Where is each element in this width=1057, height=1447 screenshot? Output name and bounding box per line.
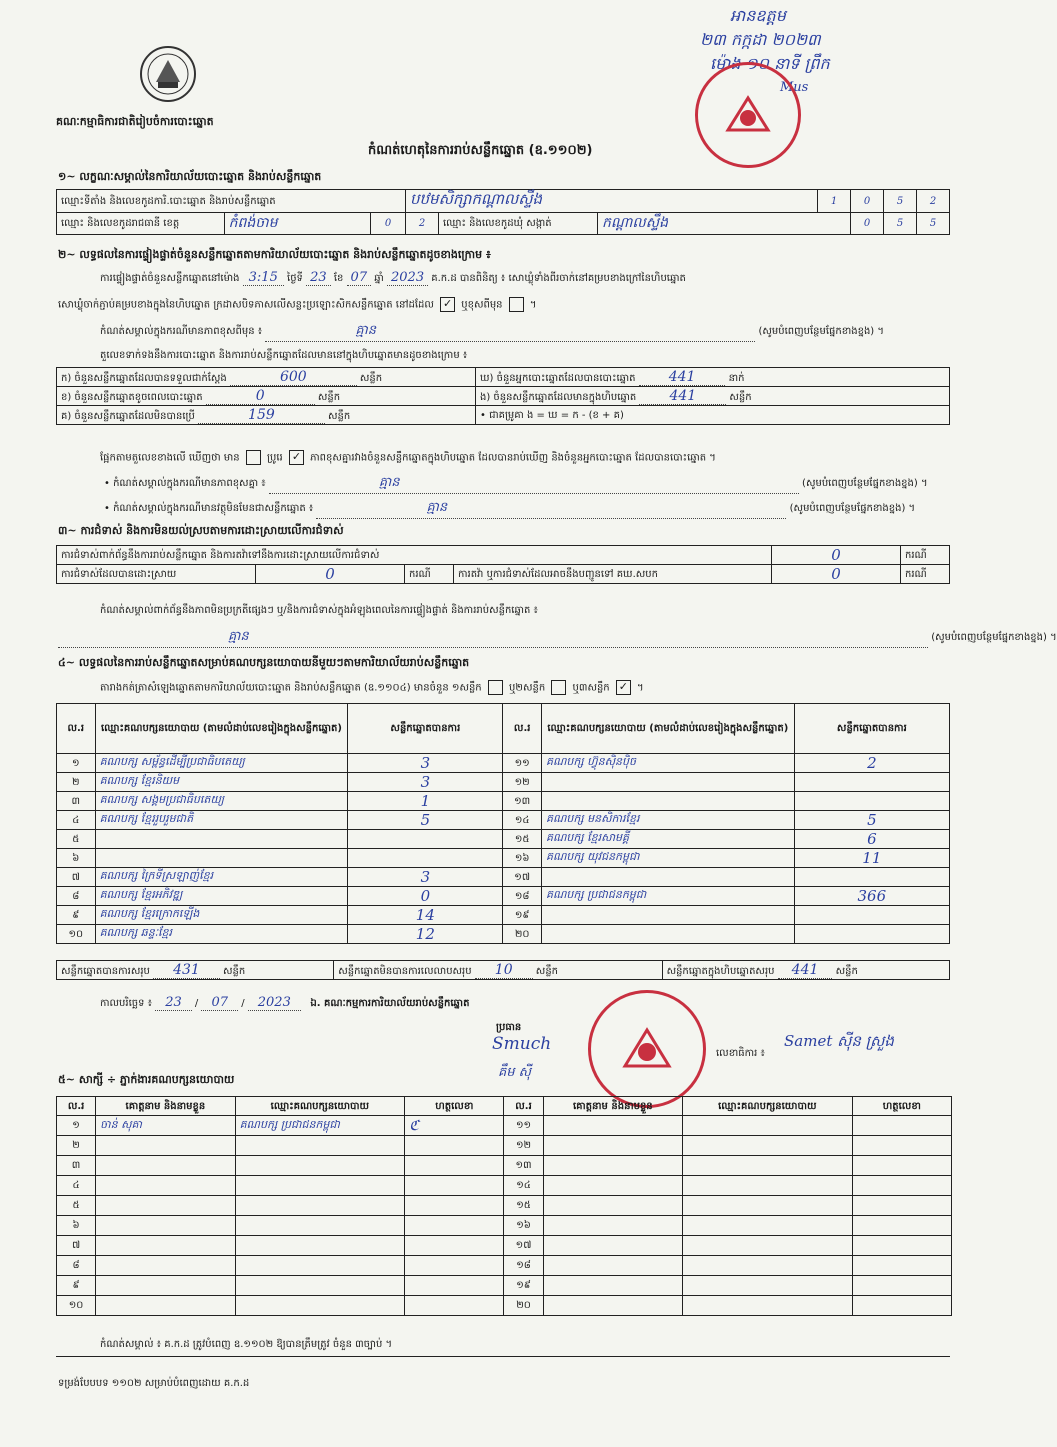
party-votes [794, 792, 949, 811]
party-votes [794, 773, 949, 792]
irregularity-note-fill: គ្មាន (សូមបំពេញបន្ថែមផ្នែកខាងខ្នង) ។ [58, 628, 1057, 648]
ballot-figures-table: ក) ចំនួនសន្លឹកឆ្នោតដែលបានទទួលជាក់ស្តែង 600 សន្លឹក ឃ) ចំនួនអ្នកបោះឆ្នោតដែលបានបោះឆ្នោត 441 នាក់ ខ) ចំនួនសន្លឹកឆ្នោតខូចពេលបោះឆ្នោត 0 សន្លឹក ង) ចំនួនសន្លឹកឆ្នោតដែលមានក្នុងហិបឆ្នោត 441 សន្លឹក គ) ចំនួនសន្លឹកឆ្នោតដែលមិនបានប្រើ 159 សន្លឹក • ជាគម្រូគា ង = ឃ = ក - (ខ + គ) [56, 367, 950, 425]
witness-signature [852, 1216, 951, 1236]
witness-name [96, 1136, 235, 1156]
witness-name [543, 1136, 682, 1156]
party-number: ៩ [57, 906, 96, 925]
witness-number: ១៧ [504, 1236, 543, 1256]
witness-number: ១៤ [504, 1176, 543, 1196]
secretary-label: លេខាធិការ ៖ [716, 1048, 765, 1059]
party-number: ១០ [57, 925, 96, 944]
party-result-row [57, 906, 950, 925]
party-votes: 3 [348, 868, 503, 887]
witness-party [683, 1276, 853, 1296]
witness-party [683, 1216, 853, 1236]
commune-code-2: 5 [884, 213, 917, 235]
chair-signature: Smuch [492, 1034, 552, 1054]
verification-day: 23 [306, 270, 331, 286]
party-number: ២០ [503, 925, 542, 944]
ballots-in-box: 441 [639, 388, 726, 405]
party-votes: 0 [348, 887, 503, 906]
difference-note: កំណត់សម្គាល់ក្នុងករណីមានភាពខុសពីមុន ៖ គ្មាន (សូមបំពេញបន្ថែមផ្នែកខាងខ្នង) ។ [100, 322, 950, 342]
party-name: គណបក្ស ខ្មែរនិយម [95, 773, 348, 792]
verification-line: ការផ្ទៀងផ្ទាត់ចំនួនសន្លឹកឆ្នោតនៅម៉ោង 3:15 ថ្ងៃទី 23 ខែ 07 ឆ្នាំ 2023 គ.ក.ដ បានពិនិត្យ ៖ សោឃ្លុំទាំងពីរចាក់នៅគម្របខាងក្រៅនៃហិបឆ្នោត [100, 270, 686, 285]
party-name: គណបក្ស ហ៊្វុនស៊ិនប៉ិច [541, 754, 794, 773]
formula: • ជាគម្រូគា ង = ឃ = ក - (ខ + គ) [476, 406, 950, 425]
witness-name [96, 1176, 235, 1196]
party-number: ១ [57, 754, 96, 773]
witness-signature [405, 1256, 504, 1276]
witness-number: ៩ [57, 1276, 96, 1296]
chair-name: គឹម ស៊ី [498, 1065, 532, 1080]
verification-time: 3:15 [243, 270, 284, 286]
party-name: គណបក្ស ខ្មែរសាមគ្គី [541, 830, 794, 849]
party-result-row [57, 773, 950, 792]
witness-number: ៤ [57, 1176, 96, 1196]
party-name [541, 925, 794, 944]
party-name [541, 868, 794, 887]
party-number: ១៨ [503, 887, 542, 906]
witness-number: ១១ [504, 1116, 543, 1136]
party-votes: 5 [348, 811, 503, 830]
witness-name [543, 1196, 682, 1216]
party-votes [794, 906, 949, 925]
witness-number: ៨ [57, 1256, 96, 1276]
witness-number: ១៣ [504, 1156, 543, 1176]
irregularity-note: កំណត់សម្គាល់ពាក់ព័ន្ធនឹងភាពមិនប្រក្រតីផ្សេងៗ ឬ/និងការជំទាស់ក្នុងអំឡុងពេលនៃការផ្ទៀងផ្ទាត់ និងការរាប់សន្លឹកឆ្នោត ៖ [100, 605, 538, 616]
party-name [541, 906, 794, 925]
party-number: ៧ [57, 868, 96, 887]
witness-party [683, 1156, 853, 1176]
witness-table: ល.រ គោត្តនាម និងនាមខ្លួន ឈ្មោះគណបក្សនយោបាយ ហត្ថលេខា ល.រ គោត្តនាម និងនាមខ្លួន ឈ្មោះគណបក្សនយោបាយ ហត្ថលេខា ១ ចាន់ សុគា គណបក្ស ប្រជាជនកម្ពុជា ℭ ១១ ២ ១២ ៣ ១៣ ៤ ១៤ ៥ ១៥ ៦ ១៦ ៧ ១៧ ៨ ១៨ ៩ ១៩ ១០ ២០ [56, 1096, 952, 1316]
party-name: គណបក្ស ក្រៃទីស្រឡាញ់ខ្មែរ [95, 868, 348, 887]
difference-checkbox[interactable]: ✓ [289, 450, 304, 465]
location-code-4: 2 [917, 190, 950, 213]
party-votes [794, 925, 949, 944]
province-value: កំពង់ចាម [224, 213, 371, 235]
party-name: គណបក្ស ខ្មែរអភិវឌ្ឍ [95, 887, 348, 906]
witness-name [543, 1296, 682, 1316]
two-sheets-checkbox[interactable] [551, 680, 566, 695]
party-result-row [57, 849, 950, 868]
witness-signature [852, 1196, 951, 1216]
party-name: គណបក្ស ខ្មែររួបរួមជាតិ [95, 811, 348, 830]
difference-bullet: • កំណត់សម្គាល់ក្នុងករណីមានភាពខុសគ្នា ៖ គ្មាន (សូមបំពេញបន្ថែមផ្នែកខាងខ្នង) ។ [104, 474, 928, 494]
witness-party [683, 1176, 853, 1196]
party-name [95, 849, 348, 868]
section2-title: ២~ លទ្ធផលនៃការផ្ទៀងផ្ទាត់ចំនួនសន្លឹកឆ្នោតតាមការិយាល័យបោះឆ្នោត និងរាប់សន្លឹកឆ្នោតដូចខាងក្រោម ៖ [58, 248, 491, 261]
party-votes [348, 830, 503, 849]
changed-checkbox[interactable] [509, 297, 524, 312]
witness-number: ១៥ [504, 1196, 543, 1216]
party-votes: 12 [348, 925, 503, 944]
seal-status-line: សោឃ្លុំចាក់ភ្ជាប់គម្របខាងក្នុងនៃហិបឆ្នោត ក្រដាសបិទភាសលើសន្លះប្រឡោះសិកសន្លឹកឆ្នោត នៅដដែល ✓ ឬខុសពីមុន ។ [58, 297, 537, 311]
witness-name [96, 1256, 235, 1276]
party-result-row [57, 811, 950, 830]
witness-party [683, 1136, 853, 1156]
witness-signature: ℭ [405, 1116, 504, 1136]
witness-party [235, 1196, 405, 1216]
figures-intro: តួលេខទាក់ទងនឹងការបោះឆ្នោត និងការរាប់សន្លឹកឆ្នោតដែលមាននៅក្នុងហិបឆ្នោតមានដូចខាងក្រោម ៖ [100, 350, 468, 361]
party-number: ១៧ [503, 868, 542, 887]
comparison-line: ផ្អែកតាមតួលេខខាងលើ ឃើញថា មាន ប្រូរេ ✓ ភាពខុសគ្នារវាងចំនួនសន្លឹកឆ្នោតក្នុងហិបឆ្នោត ដែលបានរាប់ឃើញ និងចំនួនអ្នកបោះឆ្នោត ដែលបានបោះឆ្នោត ។ [100, 450, 716, 464]
witness-name [96, 1276, 235, 1296]
party-name: គណបក្ស ប្រជាជនកម្ពុជា [541, 887, 794, 906]
witness-name [96, 1236, 235, 1256]
party-result-row [57, 868, 950, 887]
section4-title: ៤~ លទ្ធផលនៃការរាប់សន្លឹកឆ្នោតសម្រាប់គណបក្សនយោបាយនីមួយៗតាមការិយាល័យរាប់សន្លឹកឆ្នោត [58, 656, 470, 669]
witness-number: ១៦ [504, 1216, 543, 1236]
witness-party [235, 1176, 405, 1196]
verification-year: 2023 [387, 270, 428, 286]
party-name [541, 773, 794, 792]
party-votes: 5 [794, 811, 949, 830]
party-votes [348, 849, 503, 868]
chair-label: ប្រធាន [496, 1022, 522, 1033]
party-number: ៥ [57, 830, 96, 849]
committee-name: គណៈកម្មាធិការជាតិរៀបចំការបោះឆ្នោត [56, 115, 214, 128]
party-votes: 1 [348, 792, 503, 811]
witness-signature [852, 1176, 951, 1196]
witness-number: ២០ [504, 1296, 543, 1316]
ballots-spoiled: 0 [206, 388, 315, 405]
location-code-3: 5 [884, 190, 917, 213]
party-votes: 14 [348, 906, 503, 925]
secretary-signature: Samet ស៊ីន ស្រួង [784, 1032, 894, 1050]
witness-name [543, 1216, 682, 1236]
witness-number: ១ [57, 1116, 96, 1136]
party-number: ១៥ [503, 830, 542, 849]
witness-signature [405, 1296, 504, 1316]
witness-party [235, 1276, 405, 1296]
witness-name [543, 1176, 682, 1196]
location-code-2: 0 [851, 190, 884, 213]
witness-row [57, 1136, 952, 1156]
ballots-unused: 159 [198, 407, 325, 424]
province-label: ឈ្មោះ និងលេខកូដរាជធានី ខេត្ត [57, 213, 225, 235]
party-votes: 3 [348, 773, 503, 792]
province-code-1: 0 [371, 213, 406, 235]
no-difference-checkbox[interactable] [246, 450, 261, 465]
witness-party [683, 1196, 853, 1216]
witness-name [543, 1236, 682, 1256]
party-result-row [57, 925, 950, 944]
party-result-row [57, 792, 950, 811]
party-number: ៨ [57, 887, 96, 906]
handwritten-receipt-note: អានឧត្តម ២៣ កក្កដា ២០២៣ ម៉ោង ១០ នាទី ព្រឹក Mus [700, 6, 830, 95]
party-result-row [57, 830, 950, 849]
commune-label: ឈ្មោះ និងលេខកូដឃុំ សង្កាត់ [439, 213, 598, 235]
party-name: គណបក្ស សង្គមប្រជាធិបតេយ្យ [95, 792, 348, 811]
party-result-row [57, 887, 950, 906]
party-name: គណបក្ស យុវជនកម្ពុជា [541, 849, 794, 868]
party-name: គណបក្ស ឆន្ទៈខ្មែរ [95, 925, 348, 944]
party-number: ៦ [57, 849, 96, 868]
witness-row [57, 1116, 952, 1136]
witness-signature [405, 1176, 504, 1196]
witness-number: ១៨ [504, 1256, 543, 1276]
party-name: គណបក្ស សម្ព័ន្ធដើម្បីប្រជាធិបតេយ្យ [95, 754, 348, 773]
witness-party [235, 1216, 405, 1236]
witness-name [96, 1216, 235, 1236]
party-votes [794, 868, 949, 887]
official-stamp-top [695, 62, 801, 168]
total-valid-ballots: 431 [153, 962, 220, 979]
party-number: ១៦ [503, 849, 542, 868]
unchanged-checkbox[interactable]: ✓ [440, 297, 455, 312]
witness-name [96, 1296, 235, 1316]
party-votes: 11 [794, 849, 949, 868]
location-value: បឋមសិក្សាកណ្ដាលស្ទឹង [406, 190, 818, 213]
witness-signature [405, 1136, 504, 1156]
witness-number: ១០ [57, 1296, 96, 1316]
witness-row [57, 1196, 952, 1216]
total-invalid-ballots: 10 [475, 962, 533, 979]
witness-party [683, 1236, 853, 1256]
party-name [541, 792, 794, 811]
witness-signature [405, 1236, 504, 1256]
witness-name [543, 1256, 682, 1276]
witness-party [683, 1116, 853, 1136]
total-ballots-in-box: 441 [778, 962, 833, 979]
witness-party [235, 1156, 405, 1176]
witness-name [543, 1276, 682, 1296]
section5-title: ៥~ សាក្សី ÷ ភ្នាក់ងារគណបក្សនយោបាយ [58, 1073, 235, 1086]
three-sheets-checkbox[interactable]: ✓ [616, 680, 631, 695]
forwarded-objections-count: 0 [772, 565, 901, 584]
location-code-1: 1 [818, 190, 851, 213]
witness-signature [405, 1156, 504, 1176]
footer-divider [56, 1356, 950, 1357]
party-name [95, 830, 348, 849]
signature-date: កាលបរិច្ឆេទ ៖ 23 / 07 / 2023 ឯ. គណៈកម្មការការិយាល័យរាប់សន្លឹកឆ្នោត [100, 995, 470, 1010]
witness-party [235, 1236, 405, 1256]
witness-signature [852, 1256, 951, 1276]
witness-number: ២ [57, 1136, 96, 1156]
witness-signature [852, 1156, 951, 1176]
section1-title: ១~ លក្ខណៈសម្គាល់នៃការិយាល័យបោះឆ្នោត និងរាប់សន្លឹកឆ្នោត [58, 170, 322, 183]
witness-party [235, 1256, 405, 1276]
witness-name [543, 1156, 682, 1176]
one-sheet-checkbox[interactable] [488, 680, 503, 695]
witness-party [683, 1256, 853, 1276]
section1-table [56, 189, 950, 235]
tally-sheet-count: តារាងកត់ត្រាសំឡេងឆ្នោតតាមការិយាល័យបោះឆ្នោត និងរាប់សន្លឹកឆ្នោត (ឧ.១១០៤) មានចំនួន ១សន្លឹក ឬ២សន្លឹក ឬ៣សន្លឹក ✓ ។ [100, 680, 644, 694]
witness-signature [405, 1216, 504, 1236]
witness-row [57, 1256, 952, 1276]
party-result-row [57, 754, 950, 773]
witness-signature [405, 1196, 504, 1216]
party-number: ៤ [57, 811, 96, 830]
committee-logo [136, 44, 200, 104]
witness-signature [852, 1296, 951, 1316]
witness-row [57, 1236, 952, 1256]
party-number: ១៣ [503, 792, 542, 811]
witness-name: ចាន់ សុគា [96, 1116, 235, 1136]
party-number: ១៤ [503, 811, 542, 830]
form-title: កំណត់ហេតុនៃការរាប់សន្លឹកឆ្នោត (ឧ.១១០២) [368, 143, 593, 158]
party-number: ៣ [57, 792, 96, 811]
witness-row [57, 1216, 952, 1236]
witness-name [96, 1156, 235, 1176]
party-name: គណបក្ស ខ្មែរក្រោកឡើង [95, 906, 348, 925]
witness-number: ១៩ [504, 1276, 543, 1296]
location-label: ឈ្មោះទីតាំង និងលេខកូដការិ.បោះឆ្នោត និងរាប់សន្លឹកឆ្នោត [57, 190, 406, 213]
witness-name [543, 1116, 682, 1136]
witness-number: ៧ [57, 1236, 96, 1256]
party-votes: 6 [794, 830, 949, 849]
province-code-2: 2 [406, 213, 439, 235]
party-number: ២ [57, 773, 96, 792]
party-number: ១២ [503, 773, 542, 792]
results-summary: សន្លឹកឆ្នោតបានការសរុប 431 សន្លឹក សន្លឹកឆ្នោតមិនបានការលេលាបសរុប 10 សន្លឹក សន្លឹកឆ្នោតក្នុងហិបឆ្នោតសរុប 441 សន្លឹក [56, 960, 950, 980]
commune-code-1: 0 [851, 213, 884, 235]
witness-row [57, 1276, 952, 1296]
footer-note: កំណត់សម្គាល់ ៖ គ.ក.ដ ត្រូវបំពេញ ឧ.១១០២ ឱ្យបានត្រឹមត្រូវ ចំនួន ៣ច្បាប់ ។ [100, 1339, 393, 1350]
witness-party [235, 1136, 405, 1156]
witness-party [683, 1296, 853, 1316]
commune-value: កណ្ដាលស្ទឹង [598, 213, 851, 235]
form-reference: ទម្រង់បែបបទ ១១០២ សម្រាប់បំពេញដោយ គ.ក.ដ [58, 1378, 250, 1389]
witness-number: ៣ [57, 1156, 96, 1176]
resolved-objections-count: 0 [256, 565, 405, 584]
voters-count: 441 [639, 369, 726, 386]
ballots-received: 600 [230, 369, 357, 386]
objections-table: ការជំទាស់ពាក់ព័ន្ធនឹងការរាប់សន្លឹកឆ្នោត និងការតវ៉ាទៅនឹងការដោះស្រាយលើការជំទាស់ 0 ករណី ការជំទាស់ដែលបានដោះស្រាយ 0 ករណី ការតវ៉ា ឬការជំទាស់ដែលអាចនឹងបញ្ជូនទៅ គឃ.សបក 0 ករណី [56, 545, 950, 584]
witness-name [96, 1196, 235, 1216]
witness-party: គណបក្ស ប្រជាជនកម្ពុជា [235, 1116, 405, 1136]
witness-row [57, 1156, 952, 1176]
witness-row [57, 1296, 952, 1316]
party-name: គណបក្ស មនសិការខ្មែរ [541, 811, 794, 830]
party-votes: 2 [794, 754, 949, 773]
witness-signature [852, 1136, 951, 1156]
verification-month: 07 [347, 270, 372, 286]
section3-title: ៣~ ការជំទាស់ និងការមិនយល់ស្របតាមការដោះស្រាយលើការជំទាស់ [58, 524, 344, 537]
witness-signature [852, 1236, 951, 1256]
party-results-table: ល.រ ឈ្មោះគណបក្សនយោបាយ (តាមលំដាប់លេខរៀងក្នុងសន្លឹកឆ្នោត) សន្លឹកឆ្នោតបានការ ល.រ ឈ្មោះគណបក្សនយោបាយ (តាមលំដាប់លេខរៀងក្នុងសន្លឹកឆ្នោត) សន្លឹកឆ្នោតបានការ ១ គណបក្ស សម្ព័ន្ធដើម្បីប្រជាធិបតេយ្យ 3 ១១ គណបក្ស ហ៊្វុនស៊ិនប៉ិច 2 ២ គណបក្ស ខ្មែរនិយម 3 ១២ ៣ គណបក្ស សង្គមប្រជាធិបតេយ្យ 1 ១៣ ៤ គណបក្ស ខ្មែររួបរួមជាតិ 5 ១៤ គណបក្ស មនសិការខ្មែរ 5 ៥ ១៥ គណបក្ស ខ្មែរសាមគ្គី 6 ៦ ១៦ គណបក្ស យុវជនកម្ពុជា 11 ៧ គណបក្ស ក្រៃទីស្រឡាញ់ខ្មែរ 3 ១៧ ៨ គណបក្ស ខ្មែរអភិវឌ្ឍ 0 ១៨ គណបក្ស ប្រជាជនកម្ពុជា 366 ៩ គណបក្ស ខ្មែរក្រោកឡើង 14 ១៩ ១០ គណបក្ស ឆន្ទៈខ្មែរ 12 ២០ [56, 703, 950, 944]
witness-signature [405, 1276, 504, 1296]
witness-number: ១២ [504, 1136, 543, 1156]
witness-number: ៦ [57, 1216, 96, 1236]
party-votes: 366 [794, 887, 949, 906]
party-number: ១៩ [503, 906, 542, 925]
party-number: ១១ [503, 754, 542, 773]
commune-code-3: 5 [917, 213, 950, 235]
witness-row [57, 1176, 952, 1196]
witness-party [235, 1296, 405, 1316]
foreign-object-bullet: • កំណត់សម្គាល់ក្នុងករណីមានវត្ថុមិនមែនជាសន្លឹកឆ្នោត ៖ គ្មាន (សូមបំពេញបន្ថែមផ្នែកខាងខ្នង) ។ [104, 499, 915, 519]
witness-signature [852, 1116, 951, 1136]
objections-count: 0 [772, 546, 901, 565]
official-stamp-bottom [588, 990, 706, 1108]
witness-number: ៥ [57, 1196, 96, 1216]
witness-signature [852, 1276, 951, 1296]
party-votes: 3 [348, 754, 503, 773]
